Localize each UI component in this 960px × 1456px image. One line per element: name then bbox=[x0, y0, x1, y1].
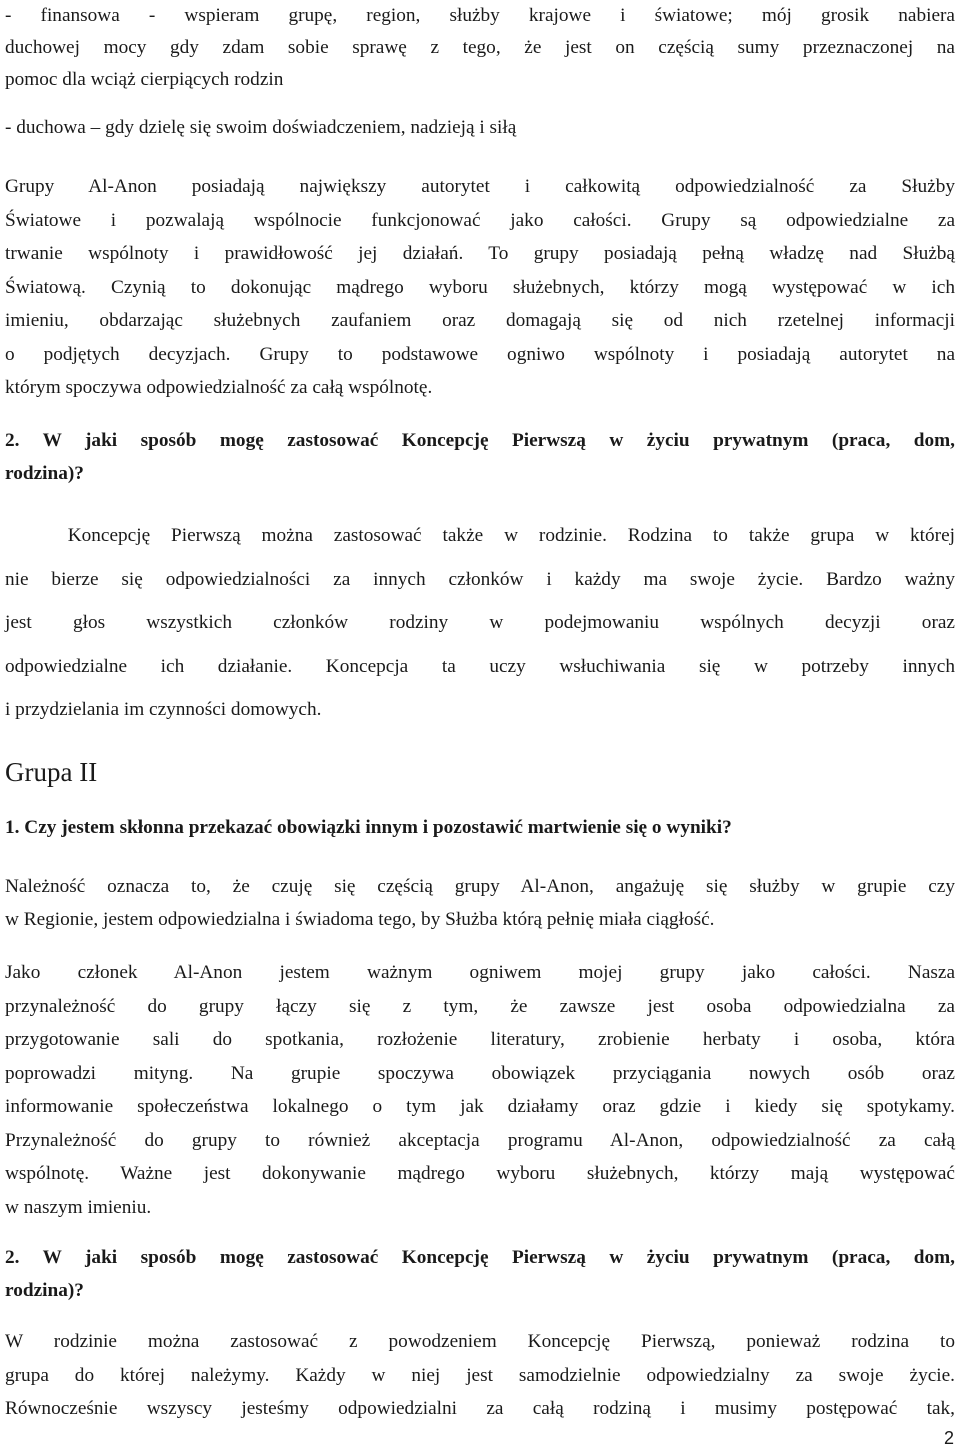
text-line: 2. W jaki sposób mogę zastosować Koncepcję Pierwszą w życiu prywatnym (praca, dom, bbox=[5, 430, 955, 451]
text-line: pomoc dla wciąż cierpiących rodzin bbox=[5, 69, 284, 90]
text-line: 2. W jaki sposób mogę zastosować Koncepcję Pierwszą w życiu prywatnym (praca, dom, bbox=[5, 1247, 955, 1268]
text-line: odpowiedzialne ich działanie. Koncepcja ta uczy wsłuchiwania się w potrzeby innych bbox=[5, 655, 955, 677]
text-line: Grupy Al-Anon posiadają największy autorytet i całkowitą odpowiedzialność za Służby bbox=[5, 176, 955, 197]
text-line: którym spoczywa odpowiedzialność za całą wspólnotę. bbox=[5, 377, 433, 398]
text-line: Jako członek Al-Anon jestem ważnym ogniwem mojej grupy jako całości. Nasza bbox=[5, 962, 955, 983]
text-line: o podjętych decyzjach. Grupy to podstawowe ogniwo wspólnoty i posiadają autorytet na bbox=[5, 343, 955, 365]
text-line: rodzina)? bbox=[5, 463, 84, 484]
text-line: Należność oznacza to, że czuję się częścią grupy Al-Anon, angażuję się służby w grupie czy bbox=[5, 876, 955, 897]
intro-paragraph bbox=[5, 0, 955, 96]
text-line: informowanie społeczeństwa lokalnego o tym jak działamy oraz gdzie i kiedy się spotykamy. bbox=[5, 1096, 955, 1117]
question-heading bbox=[5, 424, 955, 490]
question-heading: 1. Czy jestem skłonna przekazać obowiązki innym i pozostawić martwienie się o wyniki? bbox=[5, 817, 732, 838]
section-title: Grupa II bbox=[5, 757, 98, 787]
page-number: 2 bbox=[943, 1428, 954, 1448]
text-line: jest głos wszystkich członków rodziny w podejmowaniu wspólnych decyzji oraz bbox=[5, 612, 955, 633]
text-line: poprowadzi mityng. Na grupie spoczywa obowiązek przyciągania nowych osób oraz bbox=[5, 1062, 955, 1084]
text-line: duchowej mocy gdy zdam sobie sprawę z tego, że jest on częścią sumy przeznaczonej na bbox=[5, 37, 955, 58]
text-line: Światowe i pozwalają wspólnocie funkcjonować jako całości. Grupy są odpowiedzialne za bbox=[5, 209, 955, 231]
text-line: - finansowa - wspieram grupę, region, służby krajowe i światowe; mój grosik nabiera bbox=[5, 5, 955, 26]
member-paragraph bbox=[5, 956, 955, 1224]
text-line: Światową. Czynią to dokonując mądrego wyboru służebnych, którzy mogą występować w ich bbox=[5, 276, 955, 298]
text-line: Przynależność do grupy to również akceptacja programu Al-Anon, odpowiedzialność za całą bbox=[5, 1129, 955, 1151]
text-line: przynależność do grupy łączy się z tym, że zawsze jest osoba odpowiedzialna za bbox=[5, 995, 955, 1017]
final-paragraph bbox=[5, 1325, 955, 1426]
text-line: i przydzielania im czynności domowych. bbox=[5, 699, 322, 720]
text-line: nie bierze się odpowiedzialności za innych członków i każdy ma swoje życie. Bardzo ważny bbox=[5, 568, 955, 590]
text-line: imieniu, obdarzając służebnych zaufaniem oraz domagają się od nich rzetelnej informacji bbox=[5, 310, 955, 331]
authority-paragraph bbox=[5, 170, 955, 405]
text-line: trwanie wspólnoty i prawidłowość jej działań. To grupy posiadają pełną władzę nad Służbą bbox=[5, 243, 955, 264]
question-heading bbox=[5, 1241, 955, 1307]
text-line: grupa do której należymy. Każdy w niej jest samodzielnie odpowiedzialny za swoje życie. bbox=[5, 1364, 955, 1386]
text-line: w naszym imieniu. bbox=[5, 1196, 152, 1218]
text-line: w Regionie, jestem odpowiedzialna i świadoma tego, by Służba którą pełnię miała ciągłość. bbox=[5, 909, 715, 930]
text-line: W rodzinie można zastosować z powodzeniem Koncepcję Pierwszą, ponieważ rodzina to bbox=[5, 1331, 955, 1352]
text-line: wspólnotę. Ważne jest dokonywanie mądrego wyboru służebnych, którzy mają występować bbox=[5, 1163, 955, 1184]
belonging-paragraph bbox=[5, 870, 955, 936]
text-line: Równocześnie wszyscy jesteśmy odpowiedzialni za całą rodziną i musimy postępować tak, bbox=[5, 1398, 955, 1419]
text-line: przygotowanie sali do spotkania, rozłożenie literatury, zrobienie herbaty i osoba, która bbox=[5, 1029, 955, 1050]
duchowa-line: - duchowa – gdy dzielę się swoim doświadczeniem, nadzieją i siłą bbox=[5, 117, 517, 138]
text-line: rodzina)? bbox=[5, 1280, 84, 1301]
family-paragraph bbox=[5, 514, 955, 732]
text-line: Koncepcję Pierwszą można zastosować także w rodzinie. Rodzina to także grupa w której bbox=[5, 525, 955, 546]
